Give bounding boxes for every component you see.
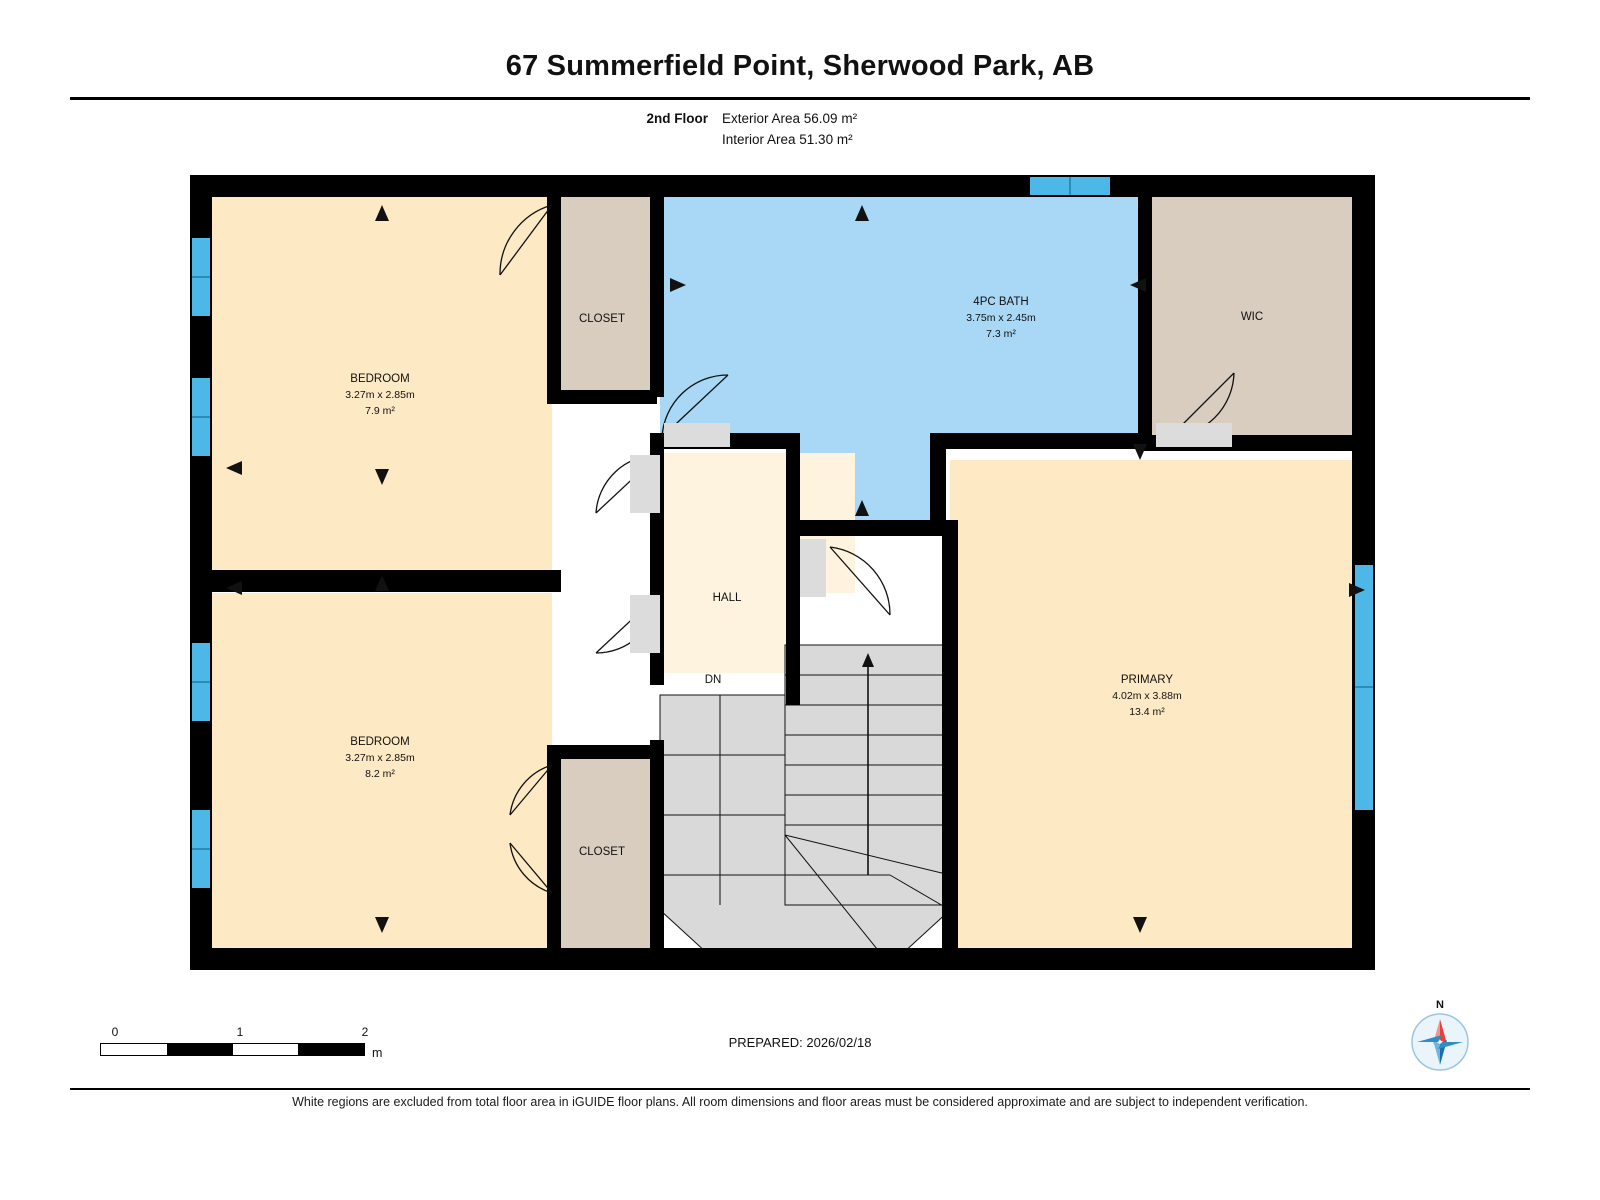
room-area: 8.2 m² (365, 768, 395, 780)
scale-unit: m (372, 1046, 383, 1060)
footer-divider (70, 1088, 1530, 1090)
room-area: 7.9 m² (365, 405, 395, 417)
disclaimer-text: White regions are excluded from total floor area in iGUIDE floor plans. All room dimensions and floor areas must be considered approximate and are subject to independent verification. (292, 1095, 1308, 1109)
scale-tick-0: 0 (111, 1025, 119, 1039)
room-dims: 3.27m x 2.85m (345, 389, 415, 401)
room-dims: 3.75m x 2.45m (966, 312, 1036, 324)
room-area: 13.4 m² (1129, 706, 1165, 718)
stairs-direction-label: DN (704, 674, 722, 686)
room-area: 7.3 m² (986, 328, 1016, 340)
exterior-area: Exterior Area 56.09 m² (722, 111, 858, 126)
room-name: CLOSET (578, 846, 626, 858)
title-divider (70, 97, 1530, 100)
floor-label: 2nd Floor (646, 111, 708, 126)
floor-summary (0, 108, 1600, 150)
floor-plan (190, 175, 1375, 970)
scale-tick-1: 1 (236, 1025, 244, 1039)
room-dims: 3.27m x 2.85m (345, 752, 415, 764)
page-title: 67 Summerfield Point, Sherwood Park, AB (505, 50, 1095, 82)
room-name: 4PC BATH (973, 296, 1029, 308)
compass-icon (1409, 1011, 1471, 1073)
room-dims: 4.02m x 3.88m (1112, 690, 1182, 702)
room-name: BEDROOM (350, 373, 410, 385)
interior-area: Interior Area 51.30 m² (722, 132, 853, 147)
staircase (660, 645, 955, 965)
compass-rose (1405, 1000, 1475, 1080)
room-name: WIC (1240, 311, 1264, 323)
room-name: PRIMARY (1120, 674, 1174, 686)
prepared-date: PREPARED: 2026/02/18 (728, 1035, 872, 1050)
room-name: BEDROOM (350, 736, 410, 748)
room-name: CLOSET (578, 313, 626, 325)
compass-north-label: N (1436, 999, 1444, 1011)
room-name: HALL (712, 592, 742, 604)
scale-tick-2: 2 (361, 1025, 369, 1039)
